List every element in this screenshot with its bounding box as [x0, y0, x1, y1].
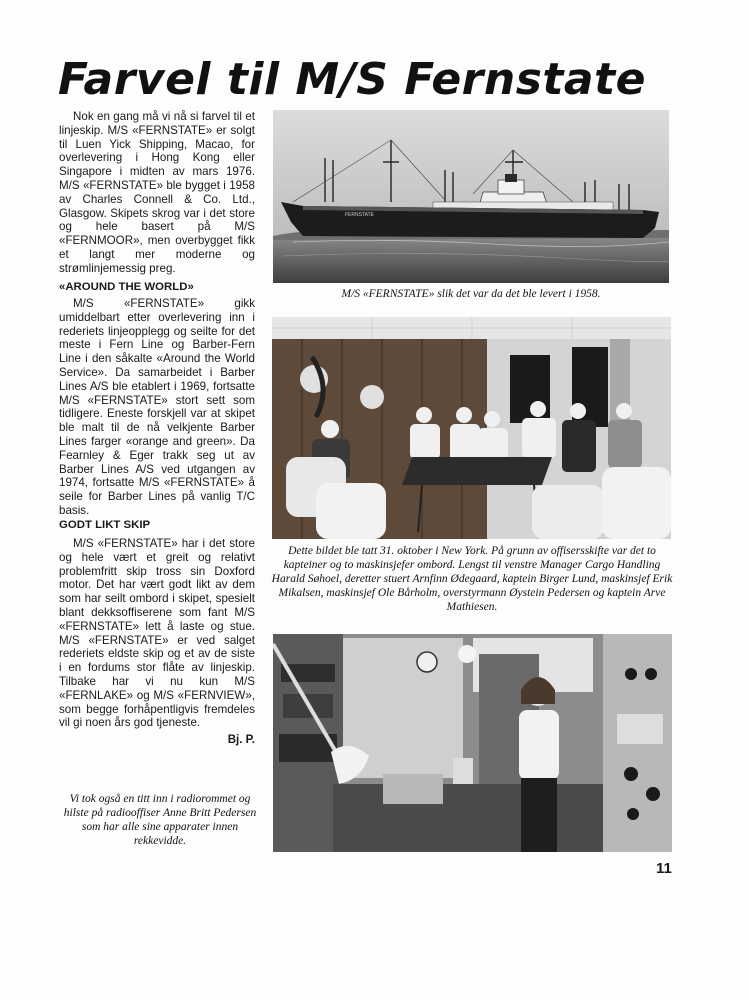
article-title: Farvel til M/S Fernstate: [58, 54, 646, 105]
section-around-the-world: [59, 280, 255, 518]
ship-photo: [273, 110, 669, 283]
radio-room-photo: [273, 634, 672, 852]
section-paragraph: M/S «FERNSTATE» har i det store og hele vært et greit og relativt problemfritt skip tross sin Doxford motor. Det har vært godt likt av dem som har seilt ombord i skipet, spesielt blant dekksoffiserene som fant M/S «FERNSTATE» lett å laste og stue. M/S «FERNSTATE» er ved salget rederiets eldste skip og et av de siste i en fordums stor flåte av linjeskip. Tilbake har vi nu kun M/S «FERNLAKE» og M/S «FERNVIEW», som begge forhåpentligvis fremdeles vil gi noen års god tjeneste.: [59, 537, 255, 730]
author-signature: Bj. P.: [227, 734, 255, 746]
page-number: 11: [656, 860, 672, 877]
crew-photo: [272, 317, 671, 539]
radio-room-illustration: [273, 634, 672, 852]
crew-photo-caption: Dette bildet ble tatt 31. oktober i New York. På grunn av offisersskifte var det to kapteiner og to maskinsjefer ombord. Lengst til venstre Manager Cargo Handling Harald Søhoel, deretter stuert Arnfinn Ødegaard, kaptein Birger Lund, maskinsjef Erik Mikalsen, maskinsjef Ole Bårholm, overstyrmann Øystein Pedersen og kaptein Arve Mathiesen.: [271, 545, 673, 613]
intro-paragraph: Nok en gang må vi nå si farvel til et linjeskip. M/S «FERNSTATE» er solgt til Luen Yick Shipping, Macao, for overlevering i Hong Kong eller Singapore i midten av mars 1976. M/S «FERNSTATE» ble bygget i 1958 av Charles Connell & Co. Ltd., Glasgow. Skipets skrog var i det store og hele basert på M/S «FERNMOOR», men overbygget fikk et langt mer moderne og strømlinjemessig preg.: [59, 110, 255, 275]
section-godt-likt-skip: [59, 518, 255, 730]
ship-photo-caption: M/S «FERNSTATE» slik det var da det ble levert i 1958.: [341, 288, 601, 300]
radio-photo-caption: Vi tok også en titt inn i radiorommet og hilste på radiooffiser Anne Britt Pedersen som har alle sine apparater innen rekkevidde.: [63, 793, 257, 847]
section-heading: «AROUND THE WORLD»: [59, 281, 194, 293]
section-heading: GODT LIKT SKIP: [59, 519, 151, 531]
ship-illustration: [273, 110, 669, 283]
crew-illustration: [272, 317, 671, 539]
hull-name: FERNSTATE: [345, 212, 374, 218]
article-intro: [59, 110, 255, 276]
section-paragraph: M/S «FERNSTATE» gikk umiddelbart etter overlevering inn i rederiets linjeopplegg og seilte for det meste i Fern Line og Barber-Fern Line i den såkalte «Around the World Service». Da samarbeidet i Barber Lines A/S ble etablert i 1969, fortsatte M/S «FERNSTATE» stort sett som tidligere. Eneste forskjell var at skipet ble malt til de nå velkjente Barber Lines farger «orange and green». Da Fearnley & Eger trakk seg ut av Barber Lines A/S ved utgangen av 1974, fortsatte M/S «FERNSTATE» å seile for Barber Lines på vanlig T/C basis.: [59, 297, 255, 517]
